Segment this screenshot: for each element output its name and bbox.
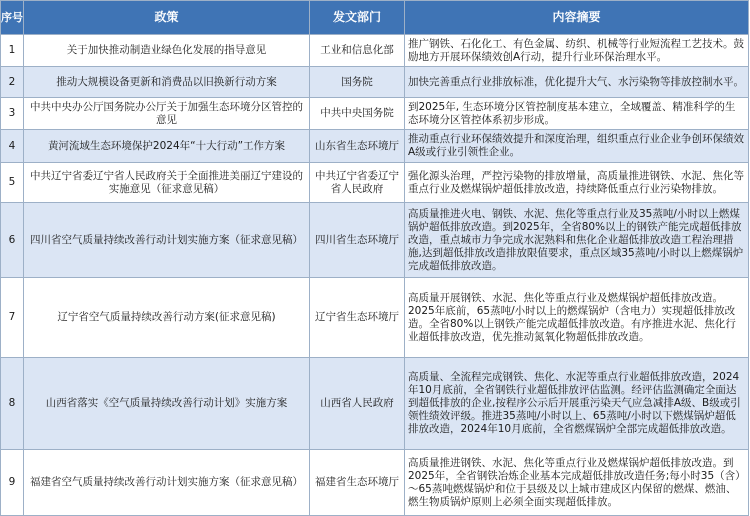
header-policy: 政策 xyxy=(24,1,310,35)
row-seq: 1 xyxy=(1,35,24,67)
row-seq: 4 xyxy=(1,130,24,163)
row-summary: 高质量推进火电、钢铁、水泥、焦化等重点行业及35蒸吨/小时以上燃煤锅炉超低排放改造。到2025年，全省80%以上的钢铁产能完成超低排放改造，重点城市力争完成水泥熟料和焦化企业超低排放改造工程治理措施,达到超低排放改造排放限值要求，重点区域35蒸吨/小时以上燃煤锅炉完成超低排放改造。 xyxy=(405,203,749,278)
row-dept: 中共中央国务院 xyxy=(310,98,405,130)
table-row xyxy=(1,130,749,163)
table-row xyxy=(1,67,749,98)
header-dept: 发文部门 xyxy=(310,1,405,35)
table-row xyxy=(1,35,749,67)
row-dept: 福建省生态环境厅 xyxy=(310,450,405,516)
row-summary: 推广钢铁、石化化工、有色金属、纺织、机械等行业短流程工艺技术。鼓励地方开展环保绩效创A行动，提升行业环保治理水平。 xyxy=(405,35,749,67)
row-policy: 黄河流域生态环境保护2024年“十大行动”工作方案 xyxy=(24,130,310,163)
row-policy: 中共辽宁省委辽宁省人民政府关于全面推进美丽辽宁建设的实施意见（征求意见稿） xyxy=(24,163,310,203)
row-summary: 加快完善重点行业排放标准，优化提升大气、水污染物等排放控制水平。 xyxy=(405,67,749,98)
row-summary: 到2025年, 生态环境分区管控制度基本建立，全域覆盖、精准科学的生态环境分区管控体系初步形成。 xyxy=(405,98,749,130)
row-dept: 四川省生态环境厅 xyxy=(310,203,405,278)
row-policy: 福建省空气质量持续改善行动计划实施方案（征求意见稿） xyxy=(24,450,310,516)
row-dept: 国务院 xyxy=(310,67,405,98)
row-summary: 高质量开展钢铁、水泥、焦化等重点行业及燃煤锅炉超低排放改造。2025年底前，65蒸吨/小时以上的燃煤锅炉（含电力）实现超低排放改造。全省80%以上钢铁产能完成超低排放改造。有序推进水泥、焦化行业超低排放改造，优先推动氮氧化物超低排放改造。 xyxy=(405,278,749,358)
table-row xyxy=(1,450,749,516)
row-summary: 推动重点行业环保绩效提升和深度治理，组织重点行业企业争创环保绩效A级或行业引领性企业。 xyxy=(405,130,749,163)
header-summary: 内容摘要 xyxy=(405,1,749,35)
row-seq: 5 xyxy=(1,163,24,203)
row-dept: 辽宁省生态环境厅 xyxy=(310,278,405,358)
row-seq: 6 xyxy=(1,203,24,278)
row-dept: 山东省生态环境厅 xyxy=(310,130,405,163)
table-row xyxy=(1,358,749,450)
row-summary: 高质量推进钢铁、水泥、焦化等重点行业及燃煤锅炉超低排放改造。到2025年，全省钢铁冶炼企业基本完成超低排放改造任务;每小时35（含）～65蒸吨燃煤锅炉和位于县级及以上城市建成区内保留的燃煤、燃油、燃生物质锅炉原则上必须全面实现超低排放。 xyxy=(405,450,749,516)
table-header-row xyxy=(1,1,749,35)
row-dept: 中共辽宁省委辽宁省人民政府 xyxy=(310,163,405,203)
row-seq: 9 xyxy=(1,450,24,516)
row-policy: 中共中央办公厅国务院办公厅关于加强生态环境分区管控的意见 xyxy=(24,98,310,130)
row-policy: 山西省落实《空气质量持续改善行动计划》实施方案 xyxy=(24,358,310,450)
table-row xyxy=(1,203,749,278)
row-policy: 推动大规模设备更新和消费品以旧换新行动方案 xyxy=(24,67,310,98)
table-row xyxy=(1,278,749,358)
row-seq: 8 xyxy=(1,358,24,450)
row-dept: 山西省人民政府 xyxy=(310,358,405,450)
row-seq: 7 xyxy=(1,278,24,358)
row-summary: 强化源头治理，严控污染物的排放增量，高质量推进钢铁、水泥、焦化等重点行业及燃煤锅炉超低排放改造，持续降低重点行业污染物排放。 xyxy=(405,163,749,203)
table-row xyxy=(1,98,749,130)
row-policy: 关于加快推动制造业绿色化发展的指导意见 xyxy=(24,35,310,67)
row-policy: 辽宁省空气质量持续改善行动方案(征求意见稿) xyxy=(24,278,310,358)
row-seq: 2 xyxy=(1,67,24,98)
row-summary: 高质量、全流程完成钢铁、焦化、水泥等重点行业超低排放改造，2024年10月底前，全省钢铁行业超低排放评估监测。经评估监测确定全面达到超低排放的企业,按程序公示后开展重污染天气应急减排A级、B级或引领性绩效评级。推进35蒸吨/小时以上、65蒸吨/小时以下燃煤锅炉超低排放改造，2024年10月底前，全省燃煤锅炉全部完成超低排放改造。 xyxy=(405,358,749,450)
row-policy: 四川省空气质量持续改善行动计划实施方案（征求意见稿） xyxy=(24,203,310,278)
row-seq: 3 xyxy=(1,98,24,130)
row-dept: 工业和信息化部 xyxy=(310,35,405,67)
table-row xyxy=(1,163,749,203)
header-seq: 序号 xyxy=(1,1,24,35)
